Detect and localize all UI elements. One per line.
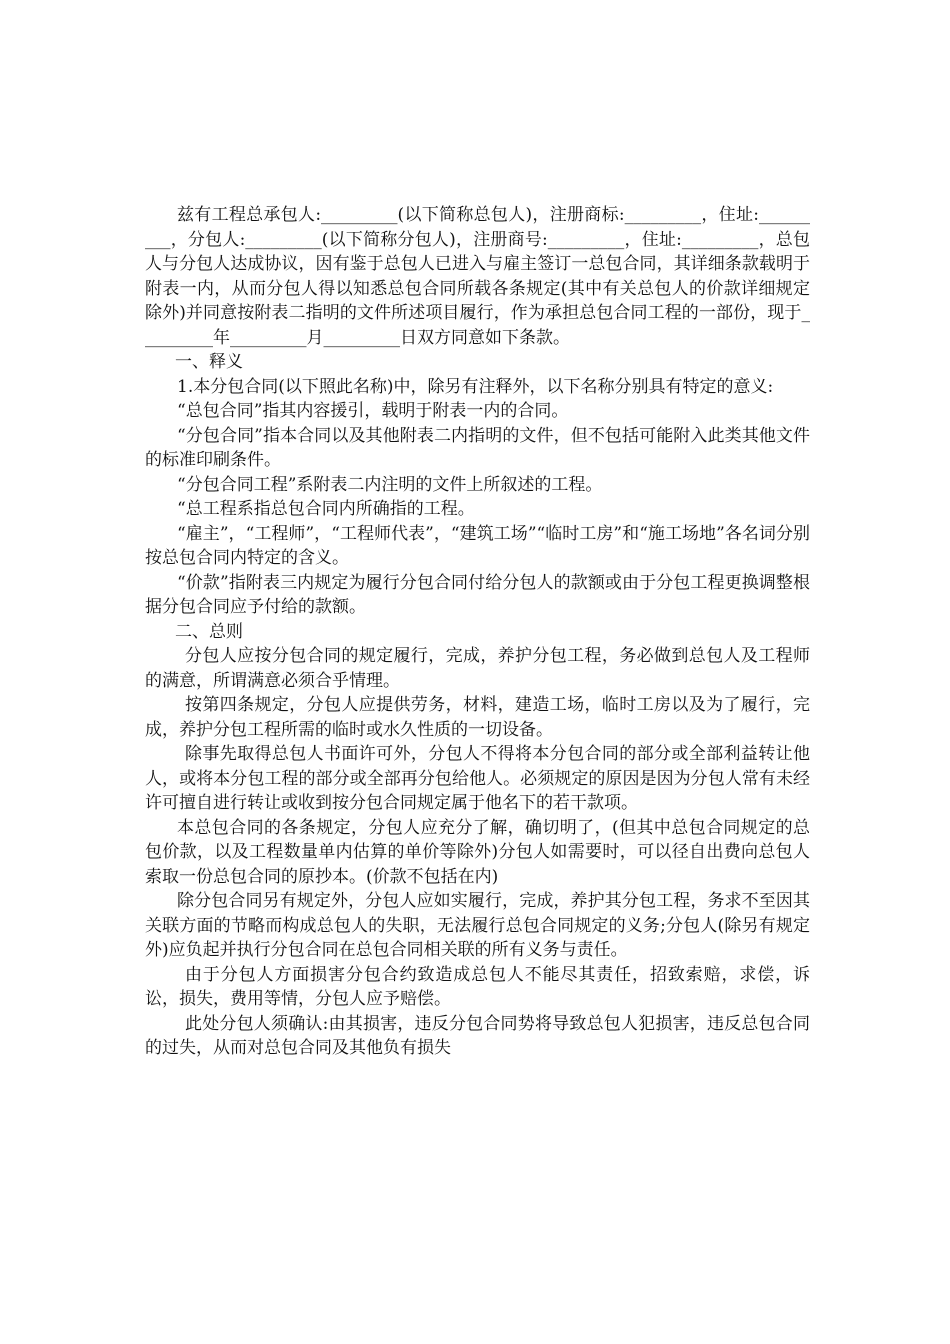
general-clause-2: 按第四条规定，分包人应提供劳务，材料，建造工场，临时工房以及为了履行，完成，养护分包工程所需的临时或水久性质的一切设备。	[145, 695, 810, 740]
definition-subcontract-works: “分包合同工程”系附表二内注明的文件上所叙述的工程。	[177, 474, 603, 495]
general-clause-6: 由于分包人方面损害分包合约致造成总包人不能尽其责任，招致索赔，求偿，诉讼，损失，费用等情，分包人应予赔偿。	[145, 964, 810, 1009]
definition-terms: “雇主”，“工程师”，“工程师代表”，“建筑工场”“临时工房”和“施工场地”各名词分别按总包合同内特定的含义。	[145, 523, 810, 568]
general-clause-3: 除事先取得总包人书面许可外，分包人不得将本分包合同的部分或全部利益转让他人，或将本分包工程的部分或全部再分包给他人。必须规定的原因是因为分包人常有未经许可擅自进行转让或收到按分包合同规定属于他名下的若干款项。	[145, 744, 810, 813]
definition-price: “价款”指附表三内规定为履行分包合同付给分包人的款额或由于分包工程更换调整根据分包合同应予付给的款额。	[145, 572, 810, 617]
section-heading-definitions: 一、释义	[175, 352, 243, 372]
general-clause-7: 此处分包人须确认:由其损害，违反分包合同势将导致总包人犯损害，违反总包合同的过失，从而对总包合同及其他负有损失	[145, 1013, 810, 1058]
general-clause-4: 本总包合同的各条规定，分包人应充分了解，确切明了，(但其中总包合同规定的总包价款，以及工程数量单内估算的单价等除外)分包人如需要时，可以径自出费向总包人索取一份总包合同的原抄本。(价款不包括在内)	[145, 817, 810, 887]
document-body	[145, 203, 810, 1061]
general-clause-5: 除分包合同另有规定外，分包人应如实履行，完成，养护其分包工程，务求不至因其关联方面的节略而构成总包人的失职，无法履行总包合同规定的义务;分包人(除另有规定外)应负起并执行分包合同在总包合同相关联的所有义务与责任。	[145, 891, 810, 960]
intro-paragraph: 兹有工程总承包人:_________(以下简称总包人)，注册商标:_________，住址:_________，分包人:_________(以下简称分包人)，注册商号:_________，住址:_________，总包人与分包人达成协议，因有鉴于总包人已进入与雇主签订一总包合同，其详细条款载明于附表一内，从而分包人得以知悉总包合同所载各条规定(其中有关总包人的价款详细规定除外)并同意按附表二指明的文件所述项目履行，作为承担总包合同工程的一部份，现于_________年_________月_________日双方同意如下条款。	[145, 205, 810, 348]
general-clause-1: 分包人应按分包合同的规定履行，完成，养护分包工程，务必做到总包人及工程师的满意，所谓满意必须合乎情理。	[145, 646, 810, 691]
section-heading-general: 二、总则	[175, 621, 243, 642]
definition-main-contract: “总包合同”指其内容援引，载明于附表一内的合同。	[177, 401, 569, 421]
definition-main-works: “总工程系指总包合同内所确指的工程。	[177, 499, 475, 519]
definitions-intro: 1.本分包合同(以下照此名称)中，除另有注释外，以下名称分别具有特定的意义:	[177, 376, 774, 397]
definition-subcontract: “分包合同”指本合同以及其他附表二内指明的文件，但不包括可能附入此类其他文件的标准印刷条件。	[145, 425, 810, 470]
